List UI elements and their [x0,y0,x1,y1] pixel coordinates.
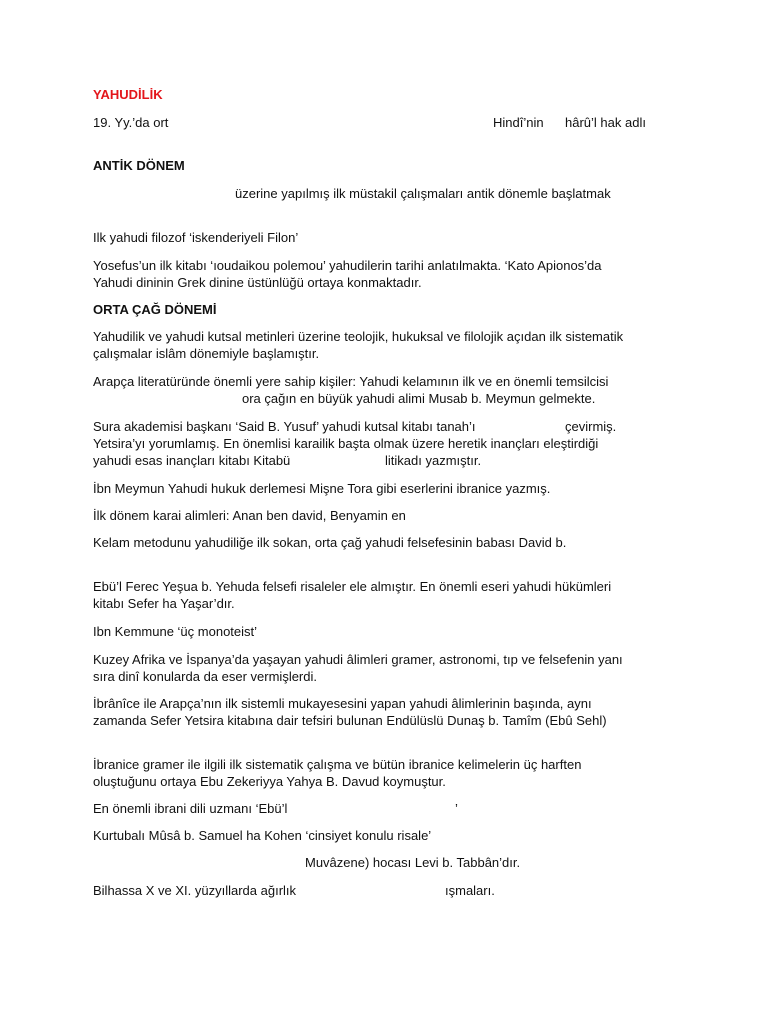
text-line: Ebü’l Ferec Yeşua b. Yehuda felsefi risaleler ele almıştır. En önemli eseri yahudi hükümleri [93,579,612,594]
text-line: Kurtubalı Mûsâ b. Samuel ha Kohen ‘cinsiyet konulu risale’ [93,828,432,843]
text-line: En önemli ibrani dili uzmanı ‘Ebü’l [93,801,288,816]
text-line: Ibn Kemmune ‘üç monoteist’ [93,624,258,639]
text-line: zamanda Sefer Yetsira kitabına dair tefsiri bulunan Endülüslü Dunaş b. Tamîm (Ebû Sehl) [93,713,607,728]
text-line: ışmaları. [445,883,495,898]
text-line: İbn Meymun Yahudi hukuk derlemesi Mişne Tora gibi eserlerini ibranice yazmış. [93,481,551,496]
text-line: çalışmalar islâm dönemiyle başlamıştır. [93,346,320,361]
text-line: Yosefus’un ilk kitabı ‘ıoudaikou polemou’ yahudilerin tarihi anlatılmakta. ‘Kato Apionos’da [93,258,602,273]
text-line: yahudi esas inançları kitabı Kitabü [93,453,291,468]
text-line: ’ [455,801,458,816]
text-line: Yetsira’yı yorumlamış. En önemlisi karailik başta olmak üzere heretik inançları eleştirdiği [93,436,599,451]
text-line: ora çağın en büyük yahudi alimi Musab b. Meymun gelmekte. [242,391,596,406]
text-line: hârû’l hak adlı [565,115,646,130]
text-line: Ilk yahudi filozof ‘iskenderiyeli Filon’ [93,230,299,245]
text-line: İbranice gramer ile ilgili ilk sistematik çalışma ve bütün ibranice kelimelerin üç harften [93,757,582,772]
text-line: Kelam metodunu yahudiliğe ilk sokan, orta çağ yahudi felsefesinin babası David b. [93,535,567,550]
text-line: Yahudilik ve yahudi kutsal metinleri üzerine teolojik, hukuksal ve filolojik açıdan ilk sistematik [93,329,624,344]
text-line: çevirmiş. [565,419,617,434]
document-title: YAHUDİLİK [93,87,163,102]
text-line: sıra dinî konularda da eser vermişlerdi. [93,669,317,684]
text-line: İlk dönem karai alimleri: Anan ben david, Benyamin en [93,508,406,523]
section-heading-antik: ANTİK DÖNEM [93,158,185,173]
text-line: Muvâzene) hocası Levi b. Tabbân’dır. [305,855,521,870]
text-line: Hindî’nin [493,115,544,130]
text-line: litikadı yazmıştır. [385,453,482,468]
text-line: Yahudi dininin Grek dinine üstünlüğü ortaya konmaktadır. [93,275,422,290]
text-line: 19. Yy.’da ort [93,115,169,130]
text-line: Sura akademisi başkanı ‘Said B. Yusuf’ yahudi kutsal kitabı tanah’ı [93,419,476,434]
text-line: oluştuğunu ortaya Ebu Zekeriyya Yahya B. Davud koymuştur. [93,774,446,789]
text-line: Arapça literatüründe önemli yere sahip kişiler: Yahudi kelamının ilk ve en önemli temsilcisi [93,374,609,389]
text-line: kitabı Sefer ha Yaşar’dır. [93,596,235,611]
section-heading-orta: ORTA ÇAĞ DÖNEMİ [93,302,217,317]
text-line: üzerine yapılmış ilk müstakil çalışmaları antik dönemle başlatmak [235,186,611,201]
text-line: Bilhassa X ve XI. yüzyıllarda ağırlık [93,883,297,898]
text-line: İbrânîce ile Arapça’nın ilk sistemli mukayesesini yapan yahudi âlimlerinin başında, aynı [93,696,592,711]
text-line: Kuzey Afrika ve İspanya’da yaşayan yahudi âlimleri gramer, astronomi, tıp ve felsefenin yanı [93,652,623,667]
